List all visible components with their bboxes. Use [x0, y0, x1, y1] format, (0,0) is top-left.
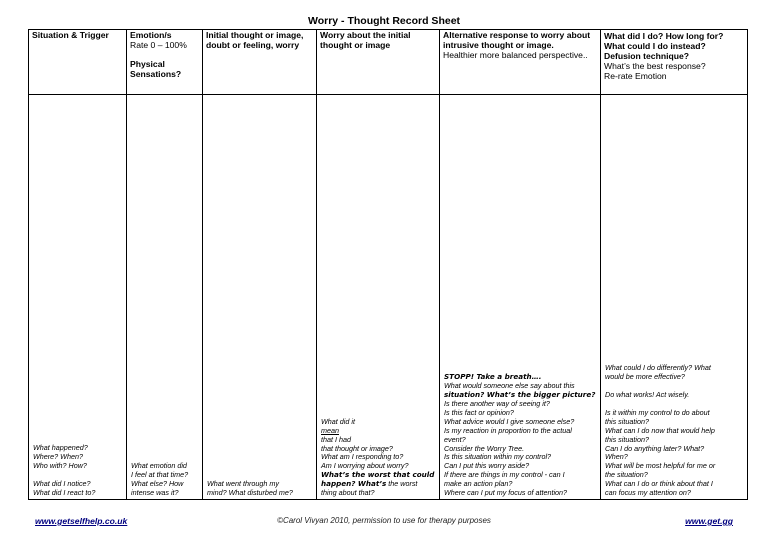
prompt-line: Where? When?: [33, 452, 83, 462]
prompt-fragment: the worst: [386, 479, 418, 489]
header-action-label: What did I do? How long for? What could I do instead? Defusion technique?: [604, 31, 724, 61]
prompt-line: What would someone else say about this: [444, 381, 575, 391]
prompt-line: Consider the Worry Tree.: [444, 443, 525, 453]
prompt-line: this situation?: [605, 416, 649, 426]
prompt-line: When?: [605, 452, 628, 462]
header-action-rerate: Re-rate Emotion: [604, 71, 667, 81]
prompts-emotion: [131, 462, 199, 498]
prompt-line: [321, 418, 436, 445]
prompt-line: would be more effective?: [605, 372, 685, 382]
prompt-line: thing about that?: [321, 488, 375, 498]
header-physical-label: Physical Sensations?: [130, 59, 182, 79]
entry-row: [29, 95, 748, 500]
prompt-line: the situation?: [605, 470, 648, 480]
prompt-highlight: situation? What’s the bigger picture?: [444, 390, 596, 400]
header-situation-label: Situation & Trigger: [32, 30, 109, 40]
prompt-line: What will be most helpful for me or: [605, 461, 716, 471]
prompt-line: I feel at that time?: [131, 470, 189, 480]
prompt-line: Who with? How?: [33, 461, 87, 471]
header-action-sub: What’s the best response?: [604, 61, 706, 71]
cell-worry[interactable]: [317, 95, 440, 500]
prompt-line: What advice would I give someone else?: [444, 416, 575, 426]
prompt-line: event?: [444, 434, 466, 444]
header-emotion-label: Emotion/s: [130, 30, 172, 40]
header-row: [29, 30, 748, 95]
prompt-line: What am I responding to?: [321, 452, 404, 462]
prompt-highlight: happen? What’s: [321, 479, 387, 489]
prompt-line: this situation?: [605, 434, 649, 444]
footer-short-link[interactable]: www.get.gg: [685, 516, 733, 526]
prompt-line: that thought or image?: [321, 443, 393, 453]
prompt-highlight: STOPP! Take a breath….: [444, 372, 542, 382]
prompt-fragment: What did it: [321, 416, 355, 426]
cell-action[interactable]: [601, 95, 748, 500]
prompt-line: intense was it?: [131, 488, 179, 498]
prompt-line: What did I notice?: [33, 479, 91, 489]
header-worry: [317, 30, 440, 95]
prompt-line: Is my reaction in proportion to the actual: [444, 425, 572, 435]
header-emotion: [127, 30, 203, 95]
header-action: [601, 30, 748, 95]
footer-website-link[interactable]: www.getselfhelp.co.uk: [35, 516, 128, 526]
prompt-line: Is this fact or opinion?: [444, 407, 514, 417]
prompt-line: What else? How: [131, 479, 184, 489]
prompt-line: mind? What disturbed me?: [207, 488, 293, 498]
prompts-initial-thought: [207, 480, 313, 498]
header-initial-thought: [203, 30, 317, 95]
prompt-line: Is it within my control to do about: [605, 407, 710, 417]
prompt-underline: mean: [321, 425, 339, 435]
prompt-line: What can I do now that would help: [605, 425, 715, 435]
prompt-line: What emotion did: [131, 461, 187, 471]
prompt-line: What went through my: [207, 479, 279, 489]
prompts-worry: [321, 418, 436, 498]
header-emotion-rate: Rate 0 – 100%: [130, 40, 187, 50]
prompt-line: What could I do differently? What: [605, 363, 711, 373]
prompt-line: Where can I put my focus of attention?: [444, 488, 568, 498]
thought-record-table: [28, 29, 748, 500]
header-alternative: [440, 30, 601, 95]
cell-initial-thought[interactable]: [203, 95, 317, 500]
prompts-situation: [33, 444, 123, 498]
header-alternative-sub: Healthier more balanced perspective..: [443, 50, 588, 60]
header-alternative-label: Alternative response to worry about intrusive thought or image.: [443, 30, 591, 50]
prompt-fragment: that I had: [321, 434, 351, 444]
cell-emotion[interactable]: [127, 95, 203, 500]
prompt-line: Am I worrying about worry?: [321, 461, 409, 471]
prompt-highlight: What’s the worst that could: [321, 470, 435, 480]
footer-copyright: ©Carol Vivyan 2010, permission to use for therapy purposes: [277, 516, 491, 525]
prompts-alternative: [444, 373, 597, 498]
cell-situation[interactable]: [29, 95, 127, 500]
header-situation: [29, 30, 127, 95]
header-worry-label: Worry about the initial thought or image: [320, 30, 411, 50]
prompt-line: If there are things in my control - can I: [444, 470, 565, 480]
prompts-action: [605, 364, 744, 498]
header-initial-thought-label: Initial thought or image, doubt or feeling, worry: [206, 30, 304, 50]
cell-alternative[interactable]: [440, 95, 601, 500]
prompt-line: make an action plan?: [444, 479, 513, 489]
prompt-line: What happened?: [33, 443, 88, 453]
prompt-line: What did I react to?: [33, 488, 96, 498]
page-title: Worry - Thought Record Sheet: [307, 15, 461, 27]
prompt-line: Can I put this worry aside?: [444, 461, 530, 471]
prompt-line: can focus my attention on?: [605, 488, 691, 498]
prompt-line: Is this situation within my control?: [444, 452, 552, 462]
prompt-line: Is there another way of seeing it?: [444, 399, 550, 409]
prompt-line: Can I do anything later? What?: [605, 443, 705, 453]
prompt-line: What can I do or think about that I: [605, 479, 713, 489]
prompt-line: Do what works! Act wisely.: [605, 390, 690, 400]
